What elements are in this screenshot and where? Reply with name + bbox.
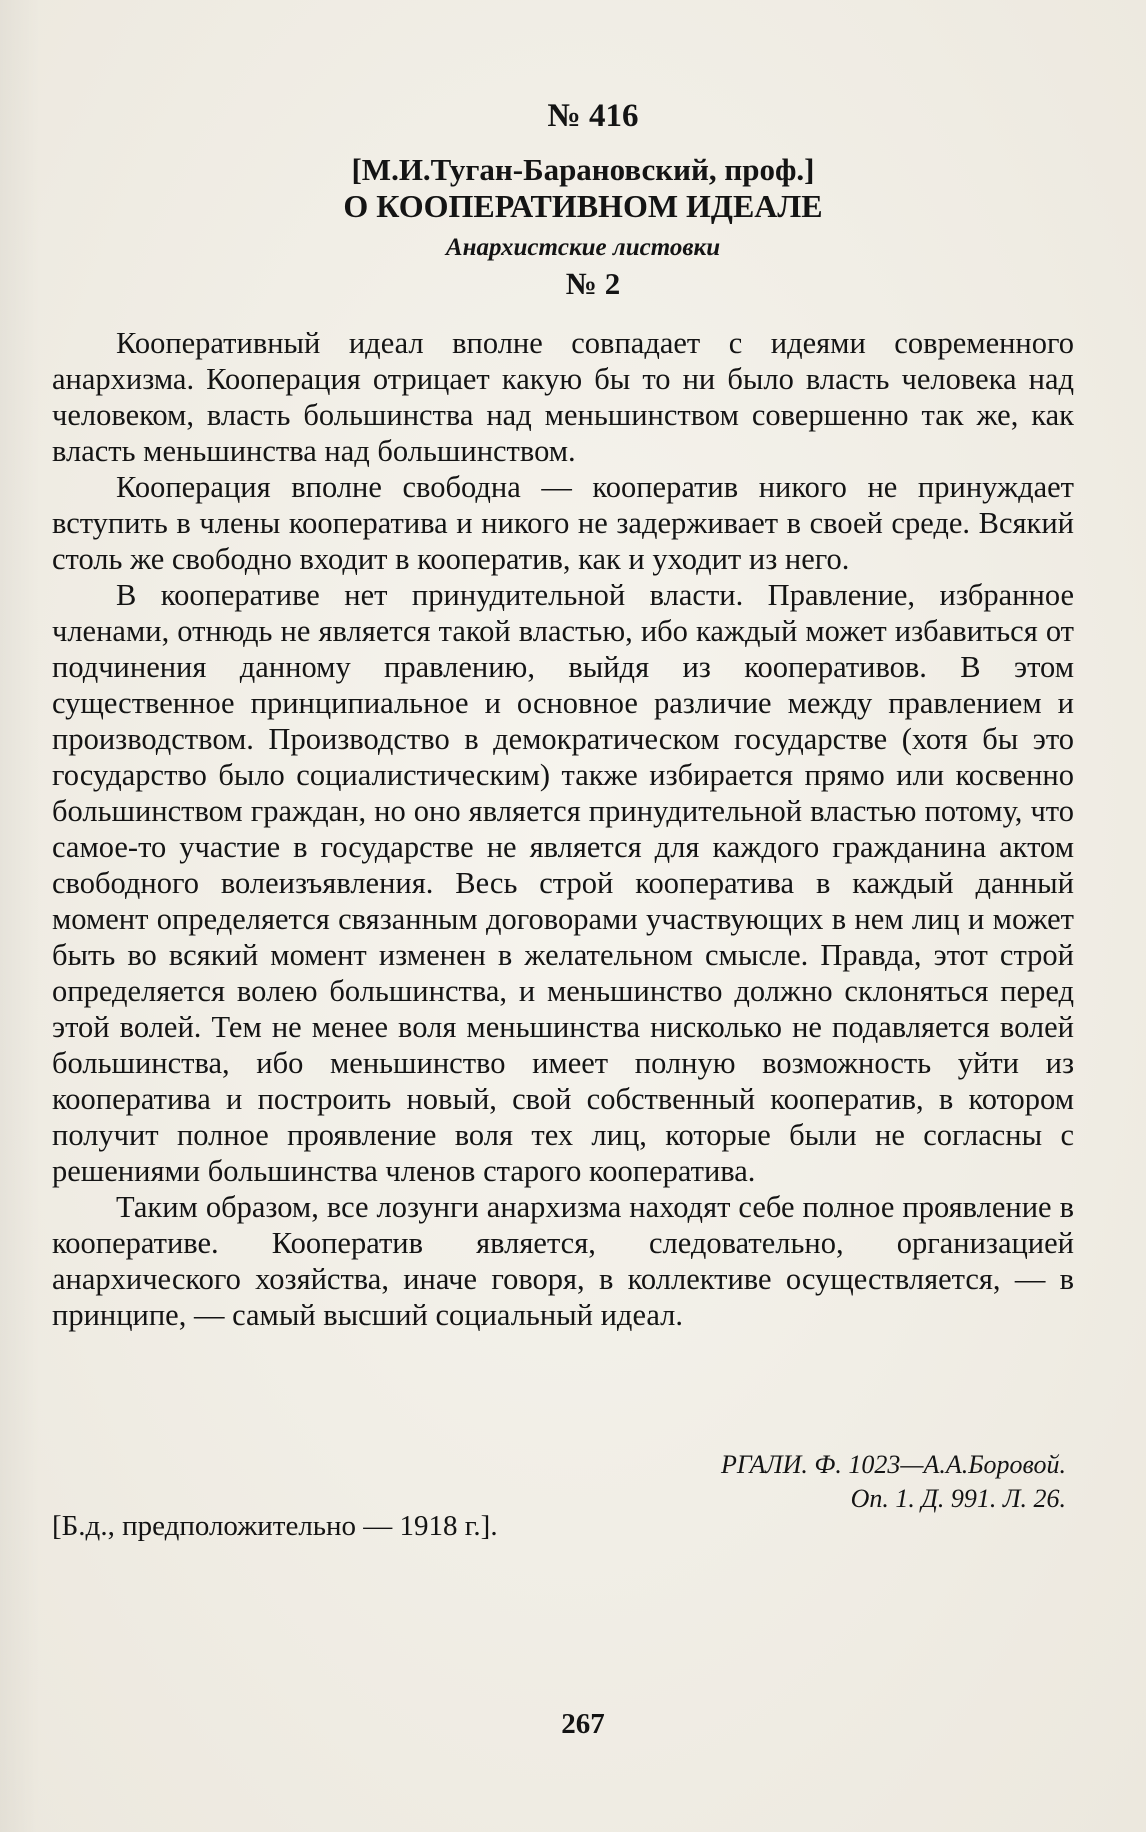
document-author: [М.И.Туган-Барановский, проф.] [351, 152, 815, 187]
date-note: [Б.д., предположительно — 1918 г.]. [52, 1510, 498, 1542]
leaflet-number: № 2 [565, 266, 621, 301]
document-title: О КООПЕРАТИВНОМ ИДЕАЛЕ [343, 188, 823, 224]
body-paragraph: Кооперация вполне свободна — кооператив никого не принуждает вступить в члены кооператива и никого не задерживает в своей среде. Всякий столь же свободно входит в кооператив, как и уходит из него. [52, 470, 1074, 576]
archive-reference-line-1: РГАЛИ. Ф. 1023—А.А.Боровой. [720, 1450, 1066, 1479]
document-subtitle: Анархистские листовки [445, 234, 721, 261]
body-paragraph: В кооперативе нет принудительной власти. Правление, избранное членами, отнюдь не является такой властью, ибо каждый может избавиться от подчинения данному правлению, выйдя из кооперативов. В этом существенное принципиальное и основное различие между правлением и производством. Производство в демократическом государстве (хотя бы это государство было социалистическим) также избирается прямо или косвенно большинством граждан, но оно является принудительной властью потому, что самое-то участие в государстве не является для каждого гражданина актом свободного волеизъявления. Весь строй кооператива в каждый данный момент определяется связанным договорами участвующих в нем лиц и может быть во всякий момент изменен в желательном смысле. Правда, этот строй определяется волею большинства, и меньшинство должно склоняться перед этой волей. Тем не менее воля меньшинства нисколько не подавляется волей большинства, ибо меньшинство имеет полную возможность уйти из кооператива и построить новый, свой собственный кооператив, в котором получит полное проявление воля тех лиц, которые были не согласны с решениями большинства членов старого кооператива. [52, 578, 1074, 1188]
document-number: № 416 [547, 98, 639, 134]
archive-reference-line-2: Оп. 1. Д. 991. Л. 26. [850, 1484, 1066, 1513]
body-paragraph: Кооперативный идеал вполне совпадает с идеями современного анархизма. Кооперация отрицает какую бы то ни было власть человека над человеком, власть большинства над меньшинством совершенно так же, как власть меньшинства над большинством. [52, 326, 1074, 468]
page-number: 267 [561, 1708, 605, 1740]
archive-reference [721, 1448, 1066, 1516]
body-paragraph: Таким образом, все лозунги анархизма находят себе полное проявление в кооперативе. Кооператив является, следовательно, организацией анархического хозяйства, иначе говоря, в коллективе осуществляется, — в принципе, — самый высший социальный идеал. [52, 1190, 1074, 1332]
document-body [52, 325, 1074, 1333]
